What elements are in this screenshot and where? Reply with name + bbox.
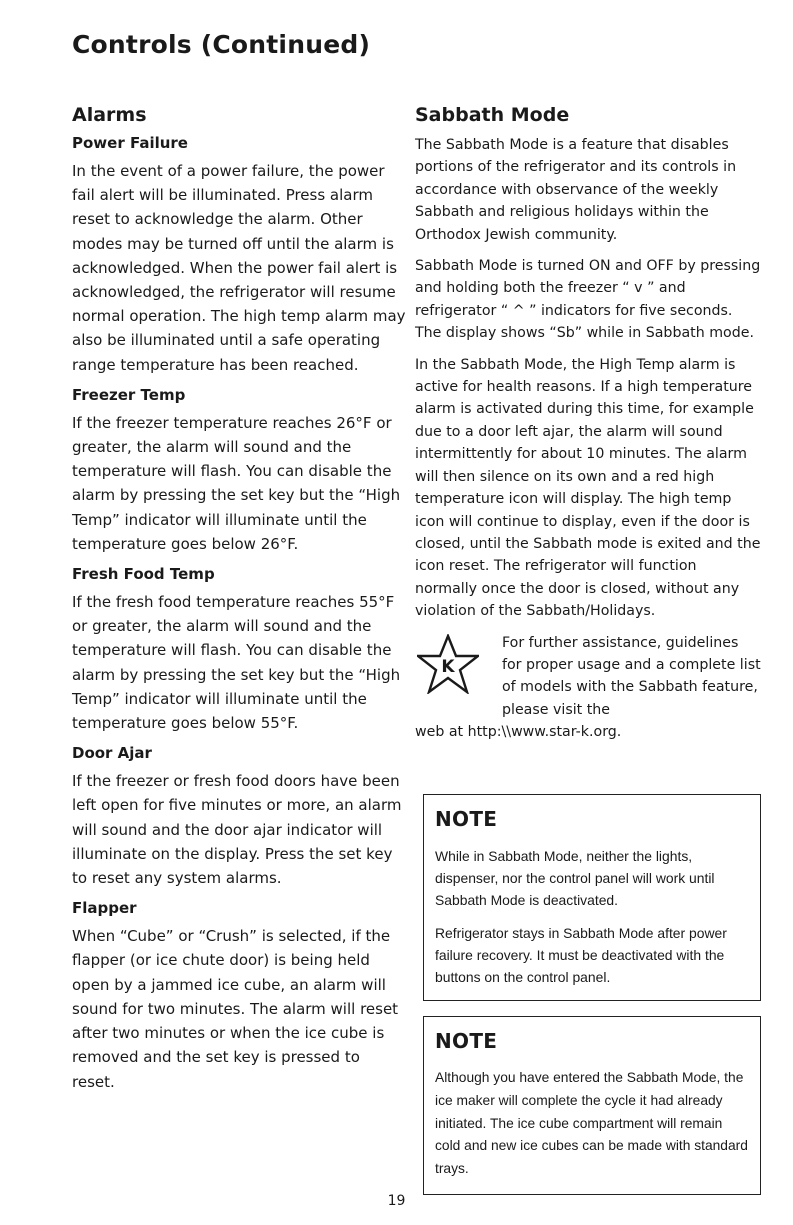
power-failure-text: In the event of a power failure, the power fail alert will be illuminated. Press alarm reset to acknowledge the alarm. Other modes may be turned off until the alarm is acknowledged. When the power fail alert is acknowledged, the refrigerator will resume normal operation. The high temp alarm may also be illuminated until a safe operating range temperature has been reached. — [72, 162, 406, 374]
note-heading: NOTE — [435, 807, 498, 831]
note-text: Refrigerator stays in Sabbath Mode after power failure recovery. It must be deactivated with the buttons on the control panel. — [435, 925, 727, 985]
flapper-heading: Flapper — [72, 899, 137, 918]
sabbath-activation: Sabbath Mode is turned ON and OFF by pressing and holding both the freezer “ v ” and refrigerator “ ^ ” indicators for five seconds. The display shows “Sb” while in Sabbath mode. — [415, 258, 761, 342]
sabbath-intro: The Sabbath Mode is a feature that disables portions of the refrigerator and its controls in accordance with observance of the weekly Sabbath and religious holidays within the Orthodox Jewish community. — [415, 137, 737, 243]
sabbath-heading: Sabbath Mode — [415, 104, 570, 126]
alarms-column — [72, 104, 407, 1103]
page-number: 19 — [387, 1193, 406, 1209]
star-k-text: For further assistance, guidelines for proper usage and a complete list of models with the Sabbath feature, please visit the — [502, 634, 761, 718]
star-k-letter: K — [441, 656, 455, 677]
sabbath-high-temp: In the Sabbath Mode, the High Temp alarm is active for health reasons. If a high temperature alarm is activated during this time, for example due to a door left ajar, the alarm will sound intermittently for about 10 minutes. The alarm will then silence on its own and a red high temperature icon will display. The high temp icon will continue to display, even if the door is closed, until the Sabbath mode is exited and the icon reset. The refrigerator will function normally once the door is closed, without any violation of the Sabbath/Holidays. — [415, 356, 761, 620]
note-box-sabbath-lights — [423, 794, 761, 1001]
note-heading: NOTE — [435, 1029, 498, 1053]
alarms-heading: Alarms — [72, 104, 147, 126]
power-failure-heading: Power Failure — [72, 134, 188, 152]
note-box-ice-maker — [423, 1016, 761, 1195]
page-title: Controls (Continued) — [72, 30, 371, 59]
star-k-icon — [417, 634, 479, 694]
fresh-food-temp-text: If the fresh food temperature reaches 55°F or greater, the alarm will sound and the temperature will flash. You can disable the alarm by pressing the set key but the “High Temp” indicator will illuminate until the temperature goes below 55°F. — [72, 593, 401, 733]
freezer-temp-text: If the freezer temperature reaches 26°F or greater, the alarm will sound and the temperature will flash. You can disable the alarm by pressing the set key but the “High Temp” indicator will illuminate until the temperature goes below 26°F. — [72, 413, 401, 553]
door-ajar-text: If the freezer or fresh food doors have been left open for five minutes or more, an alarm will sound and the door ajar indicator will illuminate on the display. Press the set key to reset any system alarms. — [72, 772, 402, 888]
note-text: Although you have entered the Sabbath Mode, the ice maker will complete the cycle it had already initiated. The ice cube compartment will remain cold and new ice cubes can be made with standard trays. — [435, 1070, 748, 1177]
freezer-temp-heading: Freezer Temp — [72, 385, 186, 404]
sabbath-column — [415, 104, 761, 744]
door-ajar-heading: Door Ajar — [72, 744, 152, 763]
flapper-text: When “Cube” or “Crush” is selected, if the flapper (or ice chute door) is being held open by a jammed ice cube, an alarm will sound for two minutes. The alarm will reset after two minutes or when the ice cube is removed and the set key is pressed to reset. — [72, 927, 399, 1091]
note-text: While in Sabbath Mode, neither the lights, dispenser, nor the control panel will work until Sabbath Mode is deactivated. — [435, 848, 715, 908]
star-k-block — [415, 632, 761, 744]
fresh-food-temp-heading: Fresh Food Temp — [72, 565, 215, 584]
star-k-web: web at http:\\www.star-k.org. — [415, 724, 622, 741]
